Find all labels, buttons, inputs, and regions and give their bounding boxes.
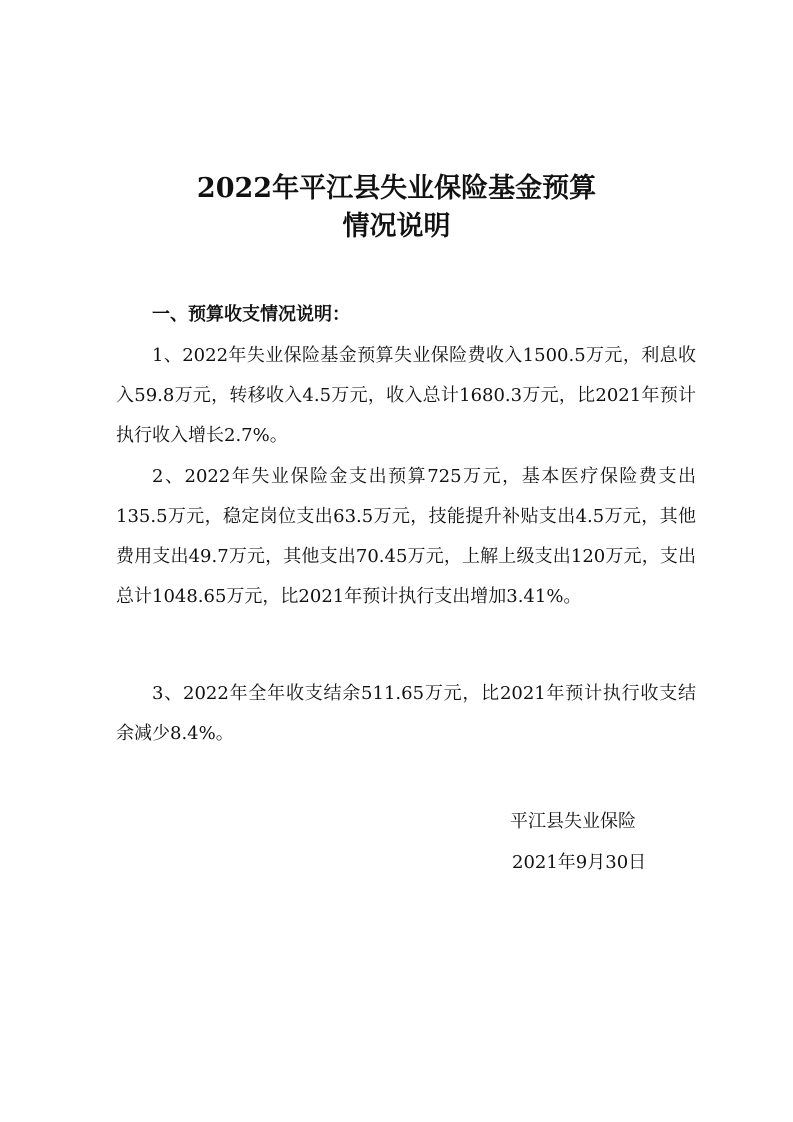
signature-organization: 平江县失业保险	[510, 811, 636, 832]
section-heading: 一、预算收支情况说明：	[152, 304, 350, 325]
paragraph-income: 1、2022年失业保险基金预算失业保险费收入1500.5万元，利息收入59.8万元，转移收入4.5万元，收入总计1680.3万元，比2021年预计执行收入增长2.7%。	[116, 345, 696, 446]
signature-date: 2021年9月30日	[512, 852, 647, 873]
paragraph-expenditure: 2、2022年失业保险金支出预算725万元，基本医疗保险费支出135.5万元，稳定岗位支出63.5万元，技能提升补贴支出4.5万元，其他费用支出49.7万元，其他支出70.45万元，上解上级支出120万元，支出总计1048.65万元，比2021年预计执行支出增加3.41%。	[116, 466, 696, 607]
document-title: 2022年平江县失业保险基金预算	[196, 173, 597, 204]
paragraph-balance: 3、2022年全年收支结余511.65万元，比2021年预计执行收支结余减少8.4%。	[116, 683, 696, 744]
document-subtitle: 情况说明	[342, 211, 451, 242]
